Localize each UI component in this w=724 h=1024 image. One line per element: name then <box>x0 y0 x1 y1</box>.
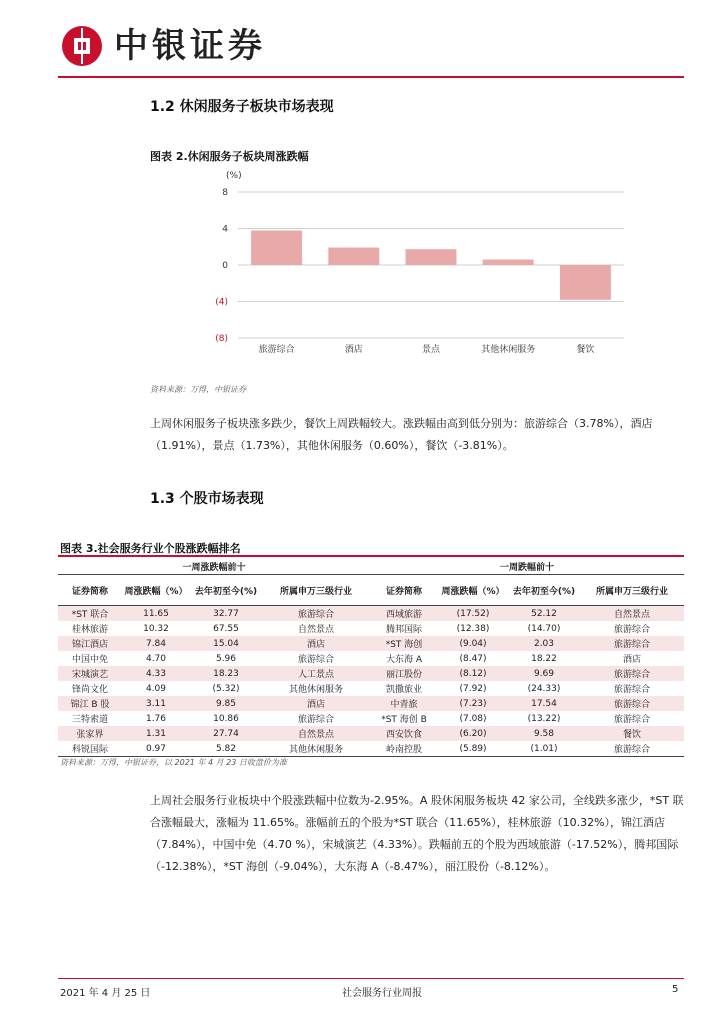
table-row <box>58 636 684 651</box>
figure-2-source: 资料来源：万得，中银证券 <box>150 385 246 394</box>
table-cell: 旅游综合 <box>613 745 650 755</box>
footer-page-number: 5 <box>672 984 679 995</box>
table-cell: 酒店 <box>262 696 370 711</box>
table-cell: (8.12) <box>438 666 508 681</box>
footer-date: 2021 年 4 月 25 日 <box>60 988 151 999</box>
table-cell: 67.55 <box>213 623 239 634</box>
group-header-gainers: 一周涨跌幅前十 <box>58 558 370 575</box>
table-cell: 旅游综合 <box>580 666 684 681</box>
table-cell: 人工景点 <box>262 666 370 681</box>
table-cell: 7.84 <box>122 636 190 651</box>
table-cell: 11.65 <box>122 606 190 622</box>
bar <box>328 248 379 265</box>
bar-chart <box>200 166 640 366</box>
table-cell: 西域旅游 <box>370 606 438 622</box>
table-cell: 旅游综合 <box>297 655 334 665</box>
bar <box>483 260 534 265</box>
section-title-1-3: 1.3 个股市场表现 <box>150 491 264 507</box>
section-title-1-2: 1.2 休闲服务子板块市场表现 <box>150 99 334 115</box>
table-cell: (6.20) <box>438 726 508 741</box>
table-cell: 3.11 <box>122 696 190 711</box>
table-cell: 旅游综合 <box>613 685 650 695</box>
x-tick-label: 旅游综合 <box>258 345 295 355</box>
column-header: 去年初至今(%) <box>194 586 258 597</box>
table-cell: 9.69 <box>508 666 580 681</box>
table-cell: (7.92) <box>459 683 487 694</box>
table-row <box>58 741 684 757</box>
paragraph-2: 上周社会服务行业板块中个股涨跌幅中位数为-2.95%。A 股休闲服务板块 42 家公司，全线跌多涨少，*ST 联合涨幅最大，涨幅为 11.65%。涨幅前五的个股为*ST 联合（11.65%），桂林旅游（10.32%），锦江酒店（7.84%），中国中免（4.70 %），宋城演艺（4.33%）。跌幅前五的个股为西域旅游（-17.52%），腾邦国际（-12.38%），*ST 海创（-9.04%），大东海 A（-8.47%），丽江股份（-8.12%）。 <box>150 794 684 873</box>
table-cell: 凯撒旅业 <box>385 685 422 695</box>
table-cell: 西安饮食 <box>370 726 438 741</box>
table-top-rule <box>58 555 684 557</box>
table-cell: 10.32 <box>143 623 169 634</box>
brand-name: 中银证券 <box>114 26 266 66</box>
table-cell: 18.22 <box>531 653 557 664</box>
table-cell: (5.32) <box>212 683 240 694</box>
table-cell: 1.31 <box>122 726 190 741</box>
table-cell: 锦江酒店 <box>58 636 122 651</box>
table-cell: 52.12 <box>508 606 580 622</box>
table-cell: 旅游综合 <box>580 696 684 711</box>
table-row <box>58 651 684 666</box>
table-cell: 自然景点 <box>580 606 684 622</box>
table-cell: 科锐国际 <box>71 745 108 755</box>
table-cell: 9.58 <box>508 726 580 741</box>
table-row <box>58 621 684 636</box>
table-cell: 中青旅 <box>370 696 438 711</box>
table-cell: 丽江股份 <box>370 666 438 681</box>
column-header: 周涨跌幅（%） <box>124 586 188 597</box>
column-header: 所属申万三级行业 <box>595 586 668 597</box>
table-cell: (17.52) <box>438 606 508 622</box>
table-cell: 32.77 <box>190 606 262 622</box>
bar <box>406 249 457 265</box>
table-cell: 宋城演艺 <box>58 666 122 681</box>
table-cell: 腾邦国际 <box>385 625 422 635</box>
table-cell: 2.03 <box>508 636 580 651</box>
y-tick-label: (8) <box>215 334 228 344</box>
stock-ranking-table <box>58 558 684 757</box>
table-cell: 旅游综合 <box>297 715 334 725</box>
table-cell: (7.08) <box>459 713 487 724</box>
brand-logo-bar <box>81 28 83 64</box>
table-cell: 4.70 <box>145 653 167 664</box>
paragraph-1: 上周休闲服务子板块涨多跌少，餐饮上周跌幅较大。涨跌幅由高到低分别为：旅游综合（3.78%），酒店（1.91%），景点（1.73%），其他休闲服务（0.60%），餐饮（-3.81%）。 <box>150 417 653 452</box>
footer-report-name: 社会服务行业周报 <box>342 988 422 999</box>
table-cell: 其他休闲服务 <box>288 685 343 695</box>
table-cell: (13.22) <box>527 713 561 724</box>
table-cell: 旅游综合 <box>262 606 370 622</box>
table-cell: 大东海 A <box>385 655 423 665</box>
figure-2-title: 图表 2.休闲服务子板块周涨跌幅 <box>150 150 309 163</box>
table-cell: (7.23) <box>438 696 508 711</box>
table-row <box>58 606 684 622</box>
column-header: 去年初至今(%) <box>512 586 576 597</box>
table-cell: 其他休闲服务 <box>288 745 343 755</box>
table-cell: 0.97 <box>145 743 167 754</box>
header-rule <box>58 76 684 78</box>
table-row <box>58 681 684 696</box>
table-cell: 旅游综合 <box>580 636 684 651</box>
column-header: 所属申万三级行业 <box>279 586 352 597</box>
table-cell: 酒店 <box>262 636 370 651</box>
bar <box>251 231 302 265</box>
y-tick-label: 4 <box>222 224 228 235</box>
table-row <box>58 711 684 726</box>
table-cell: 18.23 <box>190 666 262 681</box>
table-cell: (1.01) <box>530 743 558 754</box>
table-cell: (14.70) <box>527 623 561 634</box>
y-tick-label: 0 <box>222 261 228 271</box>
table-row <box>58 666 684 681</box>
x-tick-label: 景点 <box>421 345 441 355</box>
table-cell: (5.89) <box>459 743 487 754</box>
table-row <box>58 726 684 741</box>
table-cell: (9.04) <box>438 636 508 651</box>
table-cell: 15.04 <box>190 636 262 651</box>
table-cell: 岭南控股 <box>385 745 422 755</box>
x-tick-label: 酒店 <box>344 345 363 355</box>
column-header: 证券简称 <box>71 586 108 597</box>
table-cell: 中国中免 <box>71 655 108 665</box>
table-cell: 4.09 <box>145 683 167 694</box>
table-cell: 17.54 <box>508 696 580 711</box>
footer-rule <box>58 978 684 979</box>
table-cell: *ST 海创 <box>370 636 438 651</box>
table-cell: 三特索道 <box>71 715 108 725</box>
table-cell: 酒店 <box>622 655 641 665</box>
group-header-losers: 一周跌幅前十 <box>370 558 684 575</box>
table-cell: 桂林旅游 <box>71 625 108 635</box>
table-cell: 餐饮 <box>580 726 684 741</box>
table-cell: 锦江 B 股 <box>58 696 122 711</box>
table-cell: 锋尚文化 <box>71 685 108 695</box>
table-cell: 自然景点 <box>262 726 370 741</box>
column-header: 证券简称 <box>385 586 422 597</box>
y-tick-label: (4) <box>215 297 228 308</box>
x-tick-label: 其他休闲服务 <box>481 345 536 355</box>
table-cell: *ST 海创 B <box>381 715 427 725</box>
table-cell: 张家界 <box>58 726 122 741</box>
figure-3-title: 图表 3.社会服务行业个股涨跌幅排名 <box>60 542 241 555</box>
table-cell: 4.33 <box>122 666 190 681</box>
table-cell: 5.82 <box>215 743 237 754</box>
y-unit-label: (%) <box>226 171 242 181</box>
table-cell: 5.96 <box>215 653 237 664</box>
x-tick-label: 餐饮 <box>576 345 595 355</box>
table-cell: (24.33) <box>527 683 561 694</box>
table-cell: 27.74 <box>190 726 262 741</box>
table-row <box>58 696 684 711</box>
table-cell: 10.86 <box>213 713 239 724</box>
y-tick-label: 8 <box>222 188 228 198</box>
column-header: 周涨跌幅（%） <box>441 586 505 597</box>
table-cell: 9.85 <box>190 696 262 711</box>
figure-3-source: 资料来源：万得，中银证券，以 2021 年 4 月 23 日收盘价为准 <box>60 758 287 767</box>
table-cell: (12.38) <box>456 623 490 634</box>
table-cell: (8.47) <box>459 653 487 664</box>
table-cell: 自然景点 <box>297 625 334 635</box>
bar <box>560 265 611 300</box>
table-cell: 旅游综合 <box>613 715 650 725</box>
table-cell: 旅游综合 <box>613 625 650 635</box>
table-cell: 1.76 <box>145 713 167 724</box>
table-cell: *ST 联合 <box>58 606 122 622</box>
